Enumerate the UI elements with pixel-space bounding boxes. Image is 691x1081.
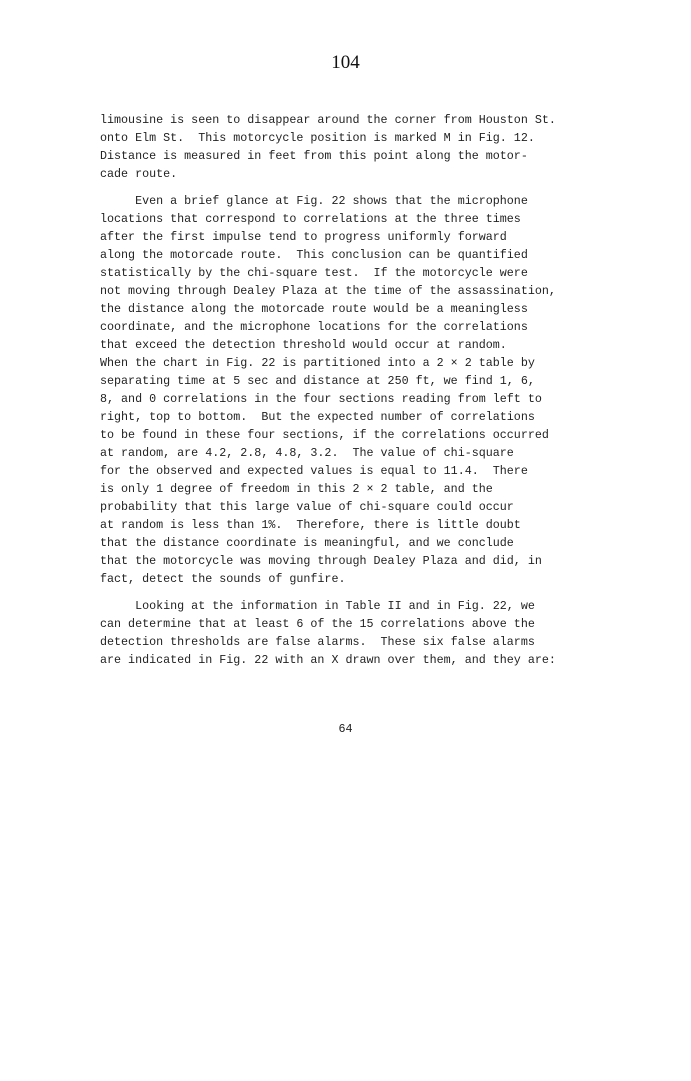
text-line: Looking at the information in Table II and in Fig. 22, we xyxy=(100,599,535,613)
body-text xyxy=(100,111,556,678)
footer-page-number: 64 xyxy=(338,722,353,736)
paragraph xyxy=(100,111,556,183)
paragraph xyxy=(100,192,556,588)
text-line: When the chart in Fig. 22 is partitioned into a 2 × 2 table by xyxy=(100,356,535,370)
text-line: the distance along the motorcade route would be a meaningless xyxy=(100,302,528,316)
text-line: 8, and 0 correlations in the four sections reading from left to xyxy=(100,392,542,406)
text-line: Even a brief glance at Fig. 22 shows that the microphone xyxy=(100,194,528,208)
page-number: 104 xyxy=(331,52,360,73)
text-line: separating time at 5 sec and distance at 250 ft, we find 1, 6, xyxy=(100,374,535,388)
text-line: locations that correspond to correlations at the three times xyxy=(100,212,521,226)
text-line: at random, are 4.2, 2.8, 4.8, 3.2. The value of chi-square xyxy=(100,446,514,460)
text-line: onto Elm St. This motorcycle position is marked M in Fig. 12. xyxy=(100,131,535,145)
text-line: cade route. xyxy=(100,167,178,181)
text-line: not moving through Dealey Plaza at the time of the assassination, xyxy=(100,284,556,298)
text-line: detection thresholds are false alarms. These six false alarms xyxy=(100,635,535,649)
text-line: fact, detect the sounds of gunfire. xyxy=(100,572,346,586)
text-line: right, top to bottom. But the expected number of correlations xyxy=(100,410,535,424)
text-line: Distance is measured in feet from this point along the motor- xyxy=(100,149,528,163)
text-line: that exceed the detection threshold would occur at random. xyxy=(100,338,507,352)
text-line: along the motorcade route. This conclusion can be quantified xyxy=(100,248,528,262)
text-line: statistically by the chi-square test. If the motorcycle were xyxy=(100,266,528,280)
text-line: limousine is seen to disappear around the corner from Houston St. xyxy=(100,113,556,127)
text-line: is only 1 degree of freedom in this 2 × 2 table, and the xyxy=(100,482,493,496)
text-line: can determine that at least 6 of the 15 correlations above the xyxy=(100,617,535,631)
text-line: that the distance coordinate is meaningful, and we conclude xyxy=(100,536,514,550)
text-line: for the observed and expected values is equal to 11.4. There xyxy=(100,464,528,478)
paragraph xyxy=(100,597,556,669)
text-line: are indicated in Fig. 22 with an X drawn over them, and they are: xyxy=(100,653,556,667)
text-line: that the motorcycle was moving through Dealey Plaza and did, in xyxy=(100,554,542,568)
text-line: to be found in these four sections, if the correlations occurred xyxy=(100,428,549,442)
text-line: at random is less than 1%. Therefore, there is little doubt xyxy=(100,518,521,532)
text-line: after the first impulse tend to progress uniformly forward xyxy=(100,230,507,244)
text-line: probability that this large value of chi-square could occur xyxy=(100,500,514,514)
text-line: coordinate, and the microphone locations for the correlations xyxy=(100,320,528,334)
